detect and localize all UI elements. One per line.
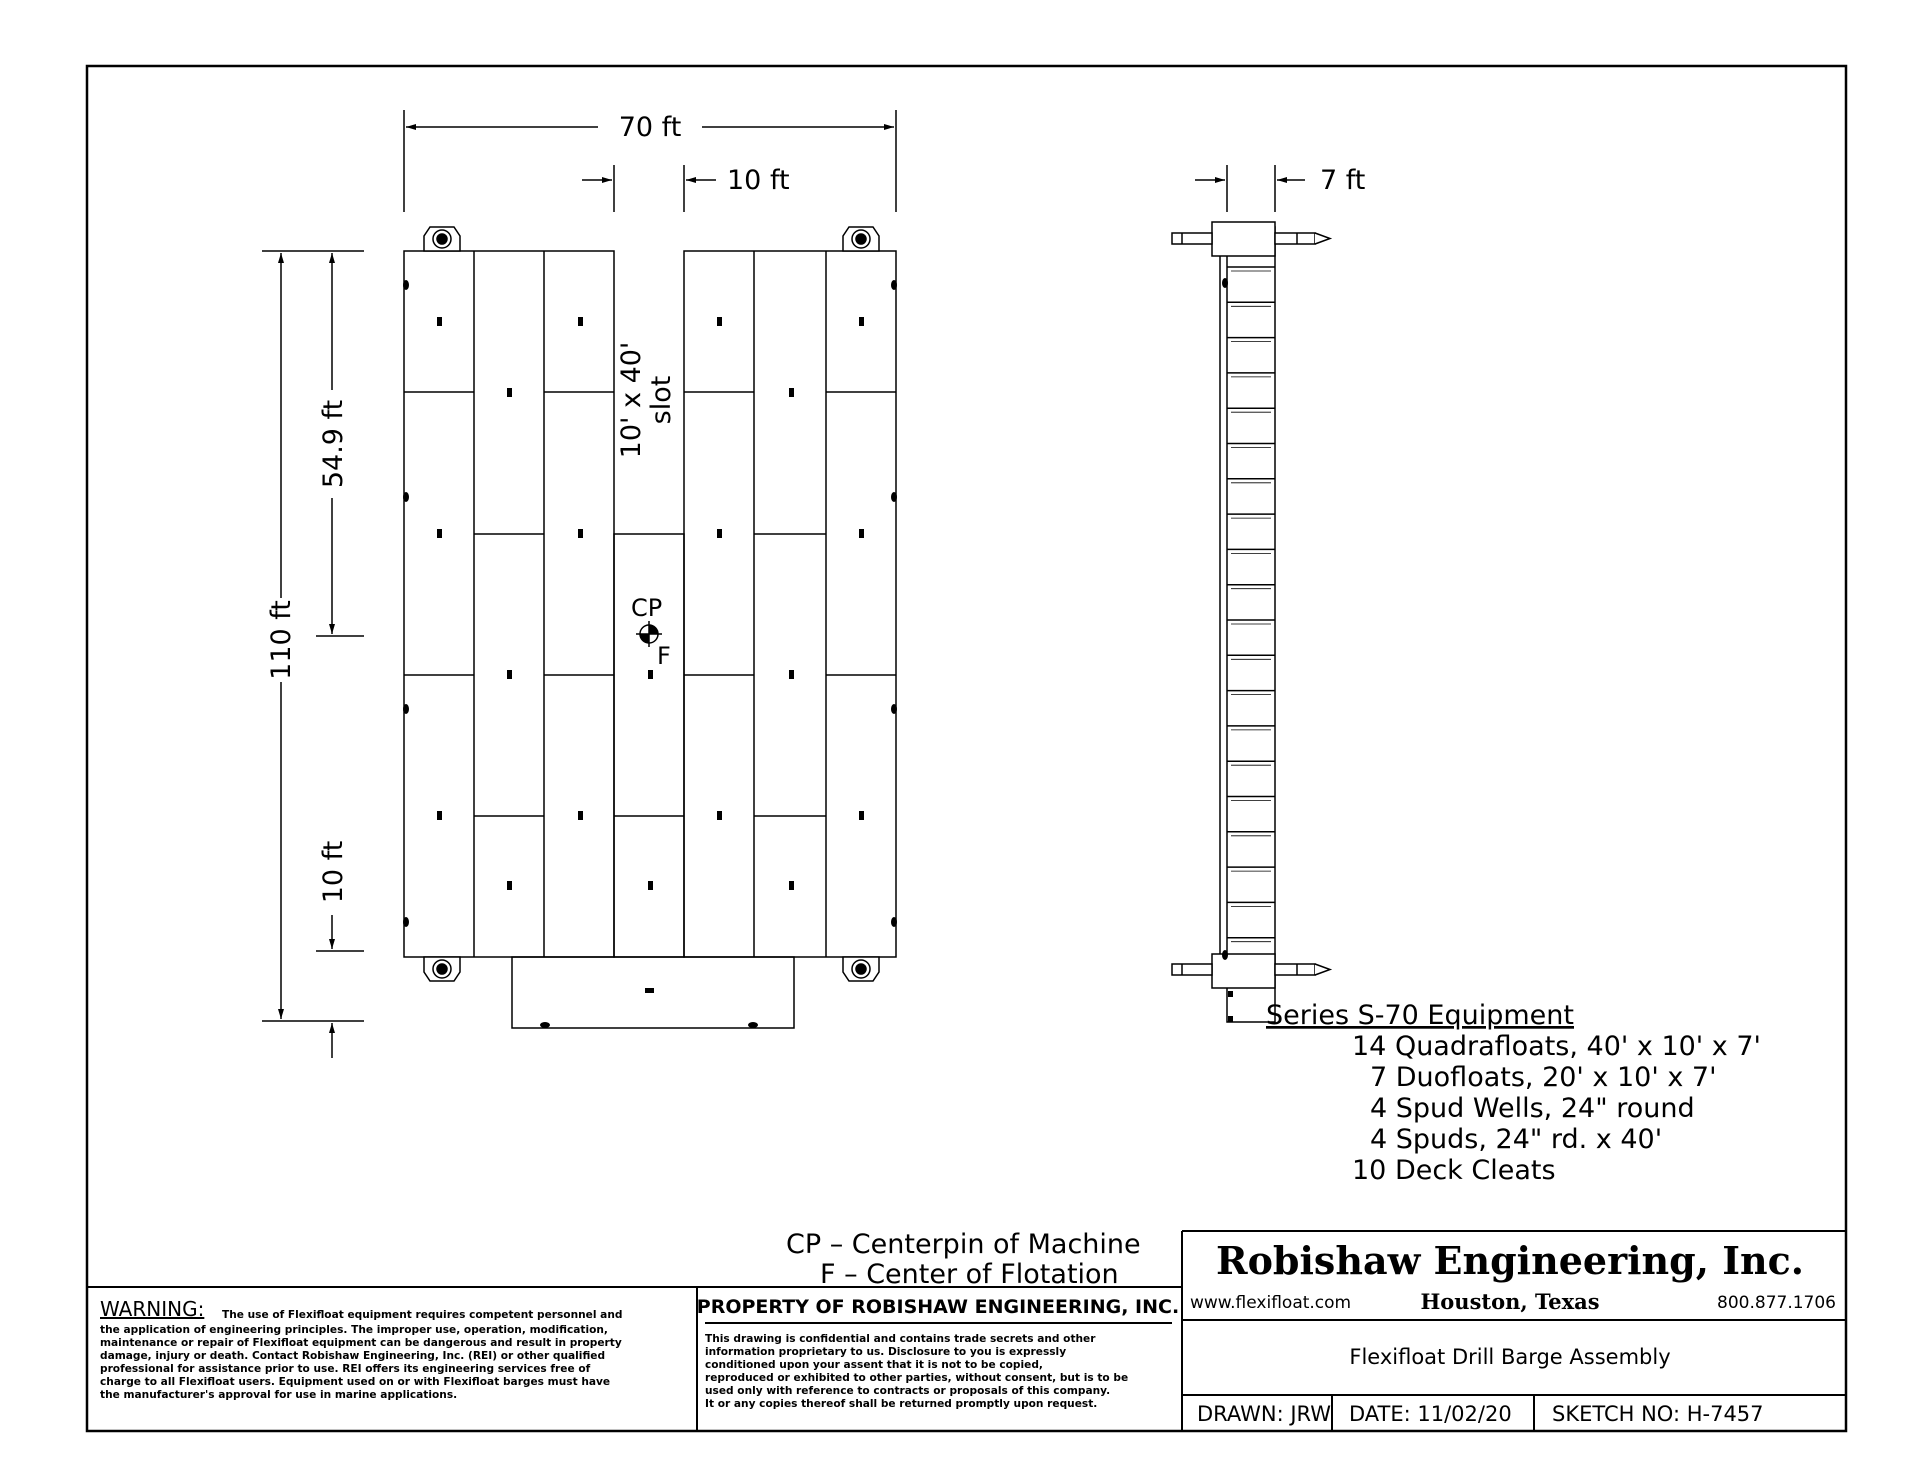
warning-line-4: damage, injury or death. Contact Robishaw Engineering, Inc. (REI) or other qualified [100, 1350, 606, 1362]
drawing-date: DATE: 11/02/20 [1349, 1402, 1512, 1426]
company-phone: 800.877.1706 [1717, 1293, 1836, 1313]
plan-dimensions [262, 110, 896, 1058]
property-line-4: reproduced or exhibited to other parties, without consent, but is to be [705, 1372, 1129, 1384]
dim-10ft-extension: 10 ft [318, 840, 349, 904]
company-name: Robishaw Engineering, Inc. [1216, 1238, 1804, 1283]
left-float-group [404, 251, 614, 957]
equipment-item-3: 4 Spud Wells, 24" round [1370, 1093, 1695, 1124]
property-line-2: information proprietary to us. Disclosure to you is expressly [705, 1346, 1067, 1358]
sketch-number: SKETCH NO: H-7457 [1552, 1402, 1764, 1426]
spud-well-top-left [424, 227, 460, 251]
right-float-group [684, 251, 896, 957]
warning-line-2: the application of engineering principles. The improper use, operation, modification, [100, 1324, 608, 1336]
sheet-border [87, 66, 1846, 1431]
spud-well-top-right [843, 227, 879, 251]
spud-well-bottom-left [424, 957, 460, 981]
company-block [1190, 1238, 1836, 1426]
legend-cp: CP – Centerpin of Machine [786, 1229, 1141, 1260]
warning-line-5: professional for assistance prior to use. REI offers its engineering services free of [100, 1363, 591, 1375]
plan-dimension-labels [266, 112, 790, 903]
property-line-3: conditioned upon your assent that it is not to be copied, [705, 1359, 1043, 1371]
equipment-item-4: 4 Spuds, 24" rd. x 40' [1370, 1124, 1663, 1155]
property-line-1: This drawing is confidential and contains trade secrets and other [705, 1333, 1096, 1345]
property-heading: PROPERTY OF ROBISHAW ENGINEERING, INC. [696, 1296, 1180, 1318]
property-line-5: used only with reference to contracts or proposals of this company. [705, 1385, 1111, 1397]
warning-heading: WARNING: [100, 1297, 205, 1321]
equipment-item-2: 7 Duofloats, 20' x 10' x 7' [1370, 1062, 1717, 1093]
property-line-6: It or any copies thereof shall be returned promptly upon request. [705, 1398, 1098, 1410]
equipment-title: Series S-70 Equipment [1266, 1000, 1574, 1031]
company-location: Houston, Texas [1420, 1289, 1600, 1314]
side-seams [1227, 267, 1275, 977]
warning-line-7: the manufacturer's approval for use in marine applications. [100, 1389, 458, 1401]
company-website: www.flexifloat.com [1190, 1293, 1352, 1313]
legend-f: F – Center of Flotation [820, 1259, 1119, 1290]
equipment-item-5: 10 Deck Cleats [1352, 1155, 1556, 1186]
equipment-list [1266, 1000, 1761, 1186]
warning-line-3: maintenance or repair of Flexifloat equipment can be dangerous and result in property [100, 1337, 622, 1349]
spud-well-bottom-right [843, 957, 879, 981]
drawn-by: DRAWN: JRW [1197, 1402, 1332, 1426]
side-view [1172, 165, 1330, 1022]
slot-label [616, 342, 677, 459]
dim-7ft: 7 ft [1320, 165, 1366, 196]
dim-110ft: 110 ft [266, 600, 297, 680]
cp-label: CP [631, 594, 663, 622]
dim-10ft-slot: 10 ft [727, 165, 790, 196]
dim-54-9ft: 54.9 ft [318, 399, 349, 489]
f-label: F [657, 642, 671, 670]
property-box [697, 1296, 1179, 1410]
slot-label-line1: 10' x 40' [616, 341, 647, 459]
equipment-item-1: 14 Quadrafloats, 40' x 10' x 7' [1352, 1031, 1761, 1062]
drawing-title: Flexifloat Drill Barge Assembly [1349, 1345, 1671, 1369]
warning-line-1: The use of Flexifloat equipment requires competent personnel and [222, 1309, 623, 1321]
dim-70ft: 70 ft [618, 112, 682, 143]
center-marker [631, 594, 671, 670]
warning-line-6: charge to all Flexifloat users. Equipment used on or with Flexifloat barges must have [100, 1376, 611, 1388]
slot-label-line2: slot [646, 375, 677, 425]
warning-box [100, 1297, 622, 1401]
